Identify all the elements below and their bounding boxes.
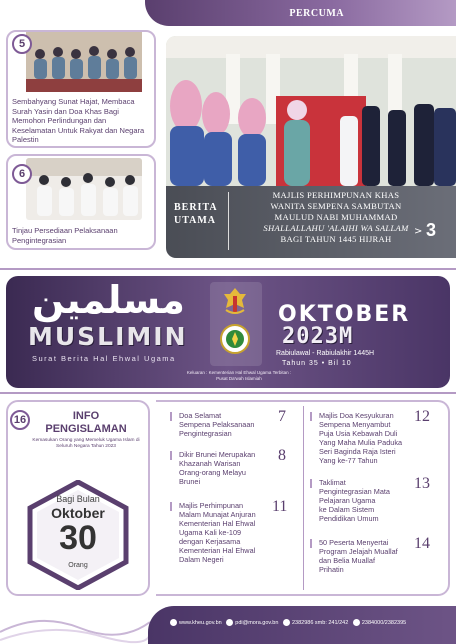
toc-item[interactable] <box>310 408 442 467</box>
toc-page-number: 7 <box>278 408 286 425</box>
story-6-text: Tinjau Persediaan Pelaksanaan Pengintegrasian <box>12 226 118 245</box>
toc-line: Prihatin <box>319 565 344 574</box>
toc-line: Khazanah Warisan <box>179 459 241 468</box>
publisher-caption: Keluaran : Kementerian Hal Ehwal Ugama Terbitan : Pusat Da'wah Islamiah <box>186 370 292 381</box>
toc-item[interactable] <box>310 475 442 526</box>
section-label: BERITA UTAMA <box>174 202 218 226</box>
toc-title <box>179 501 256 564</box>
toc-item[interactable] <box>170 447 294 490</box>
toc-page-number: 11 <box>272 498 288 515</box>
footer-fax: 2384000/2382395 <box>361 619 407 626</box>
toc-line: Malam Munajat Anjuran <box>179 510 256 519</box>
story-6-photo <box>26 158 142 220</box>
toc-title <box>179 450 255 486</box>
headline-box[interactable] <box>166 186 456 258</box>
story-5-text: Sembahyang Sunat Hajat, Membaca Surah Yasin dan Doa Khas Bagi Memohon Perlindungan dan Keselamatan Untuk Rakyat dan Negara Palestin <box>12 97 145 144</box>
contents-divider <box>303 406 304 590</box>
globe-icon <box>170 619 177 626</box>
toc-bar <box>170 502 172 511</box>
pengislaman-page-number: 16 <box>10 410 30 430</box>
convert-count: 30 <box>59 519 97 557</box>
issue-year: 2023M <box>282 324 354 349</box>
arabic-title: مسلمين <box>32 278 185 322</box>
headline-line-1: MAJLIS PERHIMPUNAN KHAS <box>272 190 400 200</box>
toc-line: dengan Kerjasama <box>179 537 241 546</box>
toc-line: Yang Maha Mulia Paduka <box>319 438 403 447</box>
headline-line-2: WANITA SEMPENA SAMBUTAN <box>270 201 402 211</box>
masthead-title: MUSLIMIN <box>28 322 188 351</box>
headline-line-4: SHALLALLAHU 'ALAIHI WA SALLAM <box>263 223 409 233</box>
toc-line: Kementerian Hal Ehwal <box>179 519 256 528</box>
footer-email[interactable]: pdi@mora.gov.bn <box>235 619 279 626</box>
pengislaman-subtitle: Kemasukan Orang yang Memeluk Ugama Islam di Seluruh Negara Tahun 2023 <box>32 438 140 449</box>
masthead <box>6 276 450 388</box>
issue-number: Tahun 35 • Bil 10 <box>282 360 352 367</box>
headline-line-3: MAULUD NABI MUHAMMAD <box>274 212 398 222</box>
toc-line: Pengintegrasian <box>179 429 232 438</box>
masthead-subtitle: Surat Berita Hal Ehwal Ugama <box>32 354 176 363</box>
toc-page-number: 8 <box>278 447 286 464</box>
toc-title <box>319 538 398 574</box>
footer-website[interactable]: www.kheu.gov.bn <box>179 619 222 626</box>
toc-title <box>319 478 390 523</box>
toc-line: Dikir Brunei Merupakan <box>179 450 256 459</box>
pengislaman-title <box>36 410 136 436</box>
chevron-right-icon: > <box>414 226 423 237</box>
fax-icon <box>353 619 360 626</box>
toc-page-number: 13 <box>414 475 430 492</box>
toc-page-number: 12 <box>414 408 430 425</box>
toc-line: Taklimat <box>319 478 346 487</box>
toc-line: Sempena Pelaksanaan <box>179 420 255 429</box>
toc-line: ke Dalam Sistem <box>319 505 375 514</box>
footer-contacts <box>170 619 406 626</box>
toc-line: Puja Usia Kebawah Duli <box>319 429 398 438</box>
toc-line: Doa Selamat <box>179 411 222 420</box>
ministry-emblem-icon <box>222 326 248 352</box>
count-unit: Orang <box>68 562 88 569</box>
toc-line: Kementerian Hal Ehwal <box>179 546 256 555</box>
story-5-number: 5 <box>12 34 32 54</box>
toc-line: Majlis Perhimpunan <box>179 501 244 510</box>
toc-bar <box>310 479 312 488</box>
issue-month: OKTOBER <box>278 302 411 327</box>
toc-line: 50 Peserta Menyertai <box>319 538 389 547</box>
footer-bar <box>148 606 456 644</box>
toc-bar <box>310 539 312 548</box>
toc-line: Program Jelajah Muallaf <box>319 547 398 556</box>
toc-line: Brunei <box>179 477 201 486</box>
toc-line: Seri Baginda Raja Isteri <box>319 447 396 456</box>
percuma-label: PERCUMA <box>289 8 344 19</box>
main-photo <box>166 36 456 186</box>
toc-line: Sempena Menyambut <box>319 420 391 429</box>
toc-line: Majlis Doa Kesyukuran <box>319 411 394 420</box>
toc-line: Yang ke-77 Tahun <box>319 456 378 465</box>
month-label: Oktober <box>51 505 105 521</box>
toc-line: Dalam Negeri <box>179 555 224 564</box>
headline-title <box>236 190 436 245</box>
toc-line: Pendidikan Umum <box>319 514 379 523</box>
toc-bar <box>310 412 312 421</box>
pengislaman-title-line-2: PENGISLAMAN <box>45 423 127 435</box>
ministry-logo <box>220 324 250 354</box>
story-6-number: 6 <box>12 164 32 184</box>
hijri-date: Rabiulawal - Rabiulakhir 1445H <box>276 350 375 357</box>
toc-item[interactable] <box>310 535 442 578</box>
toc-item[interactable] <box>170 498 294 567</box>
toc-line: dan Belia Muallaf <box>319 556 375 565</box>
toc-title <box>179 411 254 438</box>
toc-bar <box>170 412 172 421</box>
toc-page-number: 14 <box>414 535 430 552</box>
toc-title <box>319 411 402 465</box>
headline-page-number: 3 <box>426 220 437 240</box>
royal-crest-logo <box>220 286 250 316</box>
phone-icon <box>283 619 290 626</box>
headline-line-5: BAGI TAHUN 1445 HIJRAH <box>280 234 392 244</box>
toc-item[interactable] <box>170 408 294 441</box>
toc-line: Orang-orang Melayu <box>179 468 246 477</box>
headline-divider <box>228 192 229 250</box>
toc-line: Pelajaran Ugama <box>319 496 376 505</box>
toc-bar <box>170 451 172 460</box>
inspection-image <box>26 158 142 220</box>
mail-icon <box>226 619 233 626</box>
footer-phone: 2382986 smb: 241/242 <box>291 619 349 626</box>
pengislaman-title-line-1: INFO <box>72 410 100 422</box>
story-5-photo <box>26 32 142 92</box>
toc-line: Pengintegrasian Mata <box>319 487 390 496</box>
ceremony-image <box>166 36 456 186</box>
bagi-bulan-label: Bagi Bulan <box>56 494 100 504</box>
footer-decoration <box>0 612 150 644</box>
toc-line: Ugama Kali ke-109 <box>179 528 242 537</box>
prayer-crowd-image <box>26 32 142 92</box>
